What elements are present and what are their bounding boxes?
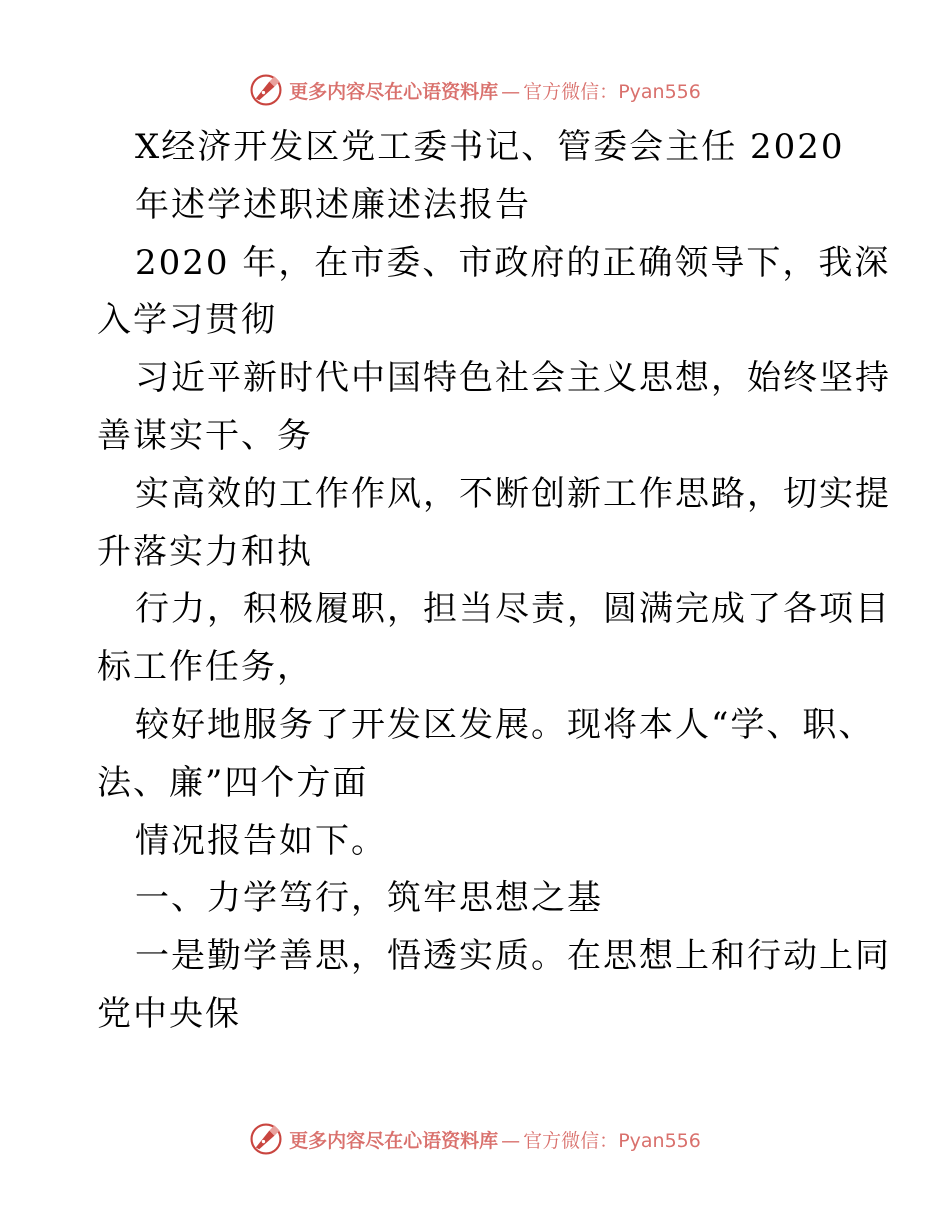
document-line: 党中央保 [97,993,241,1034]
document-line: 入学习贯彻 [97,300,277,341]
document-line: 善谋实干、务 [97,415,313,456]
watermark-text [289,1126,701,1153]
document-line: 情况报告如下。 [135,820,387,861]
watermark-separator: — [501,80,521,103]
document-line: 行力，积极履职，担当尽责，圆满完成了各项目 [135,589,891,630]
document-line: 升落实力和执 [97,531,313,572]
footer-watermark [0,1119,950,1159]
document-line: 法、廉”四个方面 [97,762,369,803]
document-line: X经济开发区党工委书记、管委会主任 2020 [135,127,845,167]
watermark-wechat-label: 官方微信： [523,1129,619,1152]
watermark-wechat-id: Pyan556 [618,1129,701,1152]
watermark-separator: — [501,1129,521,1152]
document-line: 较好地服务了开发区发展。现将本人“学、职、 [135,704,875,745]
document-line: 习近平新时代中国特色社会主义思想，始终坚持 [135,358,891,399]
pen-nib-logo-icon [249,73,283,107]
watermark-text [289,77,701,104]
watermark-wechat-label: 官方微信： [523,80,619,103]
document-line: 年述学述职述廉述法报告 [135,184,531,225]
document-line: 标工作任务， [97,647,313,688]
document-line: 实高效的工作作风，不断创新工作思路，切实提 [135,473,891,514]
header-watermark [0,70,950,110]
document-line: 一是勤学善思，悟透实质。在思想上和行动上同 [135,936,891,977]
document-line: 2020 年，在市委、市政府的正确领导下，我深 [135,242,891,283]
document-body [97,119,891,1044]
watermark-wechat-id: Pyan556 [618,80,701,103]
document-line: 一、力学笃行，筑牢思想之基 [135,878,603,919]
watermark-brand: 更多内容尽在心语资料库 [289,80,499,103]
pen-nib-logo-icon [249,1122,283,1156]
watermark-brand: 更多内容尽在心语资料库 [289,1129,499,1152]
